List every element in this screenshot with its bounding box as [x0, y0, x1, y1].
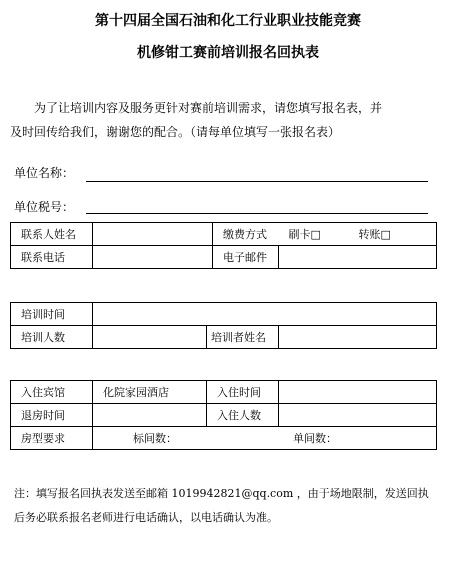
email-label: 电子邮件	[213, 246, 279, 269]
email-input[interactable]	[279, 246, 437, 269]
hotel-label: 入住宾馆	[11, 381, 93, 404]
trainee-name-input[interactable]	[279, 326, 437, 349]
room-req-label: 房型要求	[11, 427, 93, 450]
training-time-input[interactable]	[93, 303, 437, 326]
title-line-2: 机修钳工赛前培训报名回执表	[137, 45, 319, 61]
room-req-cell[interactable]	[93, 427, 437, 450]
checkin-count-label: 入住人数	[207, 404, 279, 427]
table-row	[11, 303, 437, 326]
table-row	[11, 381, 437, 404]
table-row	[11, 326, 437, 349]
table-row	[11, 246, 437, 269]
title-line-1: 第十四届全国石油和化工行业职业技能竞赛	[95, 13, 361, 29]
single-room-label: 单间数：	[293, 432, 337, 445]
unit-name-field[interactable]	[86, 181, 428, 182]
unit-tax-label: 单位税号：	[14, 200, 75, 214]
standard-room-label: 标间数：	[133, 432, 177, 445]
checkout-time-input[interactable]	[93, 404, 207, 427]
checkin-time-label: 入住时间	[207, 381, 279, 404]
training-time-label: 培训时间	[11, 303, 93, 326]
intro-line-2: 及时回传给我们，谢谢您的配合。（请每单位填写一张报名表）	[10, 125, 341, 139]
payment-method-label: 缴费方式	[213, 223, 279, 246]
transfer-option[interactable]: 转账□	[347, 223, 437, 246]
checkin-time-input[interactable]	[279, 381, 437, 404]
unit-name-label: 单位名称：	[14, 166, 75, 180]
training-count-label: 培训人数	[11, 326, 93, 349]
note-line-2: 后务必联系报名老师进行电话确认，以电话确认为准。	[14, 511, 278, 524]
table-row	[11, 427, 437, 450]
training-table	[10, 302, 437, 349]
card-option[interactable]: 刷卡□	[279, 223, 347, 246]
note-line-1: 注：填写报名回执表发送至邮箱 1019942821@qq.com ，由于场地限制，发送回执	[14, 487, 429, 500]
checkin-count-input[interactable]	[279, 404, 437, 427]
trainee-name-label: 培训者姓名	[207, 326, 279, 349]
unit-tax-field[interactable]	[86, 213, 428, 214]
contact-table	[10, 222, 437, 269]
contact-name-input[interactable]	[93, 223, 213, 246]
training-count-input[interactable]	[93, 326, 207, 349]
intro-line-1: 为了让培训内容及服务更针对赛前培训需求，请您填写报名表，并	[34, 101, 383, 115]
checkout-time-label: 退房时间	[11, 404, 93, 427]
accommodation-table	[10, 380, 437, 450]
table-row	[11, 404, 437, 427]
contact-phone-input[interactable]	[93, 246, 213, 269]
contact-phone-label: 联系电话	[11, 246, 93, 269]
contact-name-label: 联系人姓名	[11, 223, 93, 246]
hotel-value: 化院家园酒店	[93, 381, 207, 404]
table-row	[11, 223, 437, 246]
